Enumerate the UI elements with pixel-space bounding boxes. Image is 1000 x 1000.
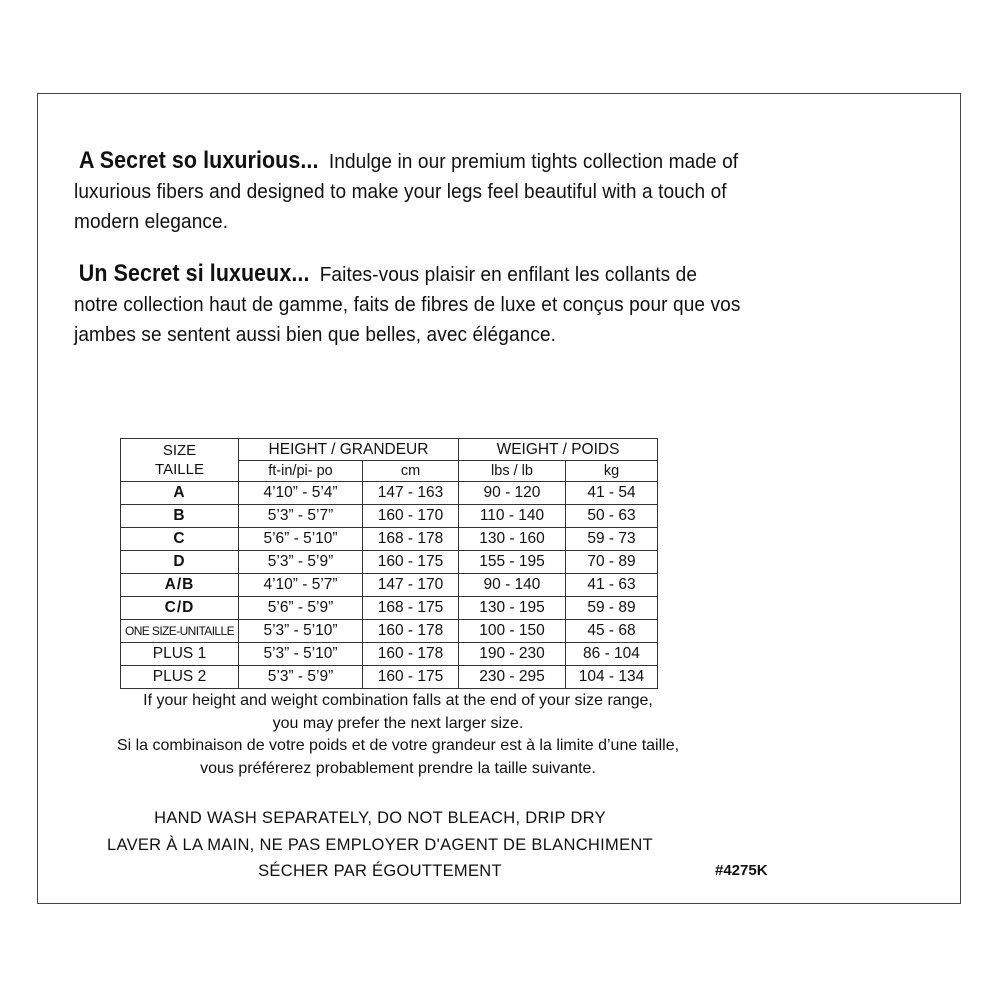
kg-cell: 59 - 73 (566, 528, 658, 551)
kg-cell: 45 - 68 (566, 620, 658, 643)
kg-cell: 41 - 63 (566, 574, 658, 597)
table-row (121, 551, 658, 574)
cm-cell: 160 - 170 (363, 505, 459, 528)
intro-english-body: Indulge in our premium tights collection made of luxurious fibers and designed to make your legs feel beautiful with a touch of modern elegance. (74, 150, 739, 233)
kg-cell: 104 - 134 (566, 666, 658, 689)
ftin-cell: 5’6” - 5’10” (239, 528, 363, 551)
size-header (121, 439, 239, 482)
size-chart (120, 438, 658, 689)
lbs-cell: 100 - 150 (459, 620, 566, 643)
table-row (121, 620, 658, 643)
ftin-cell: 5’3” - 5’10” (239, 620, 363, 643)
kg-cell: 41 - 54 (566, 482, 658, 505)
height-header: HEIGHT / GRANDEUR (239, 439, 459, 461)
ftin-cell: 5’3” - 5’10” (239, 643, 363, 666)
ftin-cell: 5’3” - 5’9” (239, 551, 363, 574)
lbs-cell: 90 - 140 (459, 574, 566, 597)
ftin-cell: 4’10” - 5’4” (239, 482, 363, 505)
cm-cell: 160 - 175 (363, 551, 459, 574)
care-line: SÉCHER PAR ÉGOUTTEMENT (258, 862, 502, 880)
table-row (121, 666, 658, 689)
cm-header: cm (363, 461, 459, 482)
lbs-cell: 155 - 195 (459, 551, 566, 574)
intro-french (74, 259, 744, 350)
kg-cell: 86 - 104 (566, 643, 658, 666)
size-cell: ONE SIZE-UNITAILLE (121, 620, 239, 643)
table-row (121, 482, 658, 505)
size-cell: B (121, 505, 239, 528)
cm-cell: 160 - 178 (363, 643, 459, 666)
cm-cell: 168 - 178 (363, 528, 459, 551)
size-cell: C (121, 528, 239, 551)
size-cell: PLUS 2 (121, 666, 239, 689)
kg-cell: 50 - 63 (566, 505, 658, 528)
table-row (121, 597, 658, 620)
size-cell: C/D (121, 597, 239, 620)
fit-note-line: Si la combinaison de votre poids et de votre grandeur est à la limite d’une taille, (116, 737, 680, 754)
size-cell: D (121, 551, 239, 574)
fit-note-line: If your height and weight combination falls at the end of your size range, (143, 692, 653, 709)
cm-cell: 147 - 170 (363, 574, 459, 597)
intro-french-lead: Un Secret si luxueux... (78, 260, 310, 287)
ftin-cell: 5’6” - 5’9” (239, 597, 363, 620)
weight-header: WEIGHT / POIDS (459, 439, 658, 461)
cm-cell: 168 - 175 (363, 597, 459, 620)
table-row (121, 643, 658, 666)
lbs-cell: 190 - 230 (459, 643, 566, 666)
intro-english (74, 146, 744, 237)
table-row (121, 574, 658, 597)
kg-cell: 59 - 89 (566, 597, 658, 620)
intro-english-lead: A Secret so luxurious... (78, 147, 319, 174)
fit-note-line: vous préférerez probablement prendre la taille suivante. (200, 759, 596, 777)
size-header-en: SIZE (162, 442, 197, 459)
size-cell: PLUS 1 (121, 643, 239, 666)
size-header-fr: TAILLE (155, 461, 204, 478)
ftin-cell: 5’3” - 5’7” (239, 505, 363, 528)
care-line: LAVER À LA MAIN, NE PAS EMPLOYER D'AGENT DE BLANCHIMENT (107, 835, 653, 854)
care-line: HAND WASH SEPARATELY, DO NOT BLEACH, DRIP DRY (154, 809, 606, 827)
intro-french-body: Faites-vous plaisir en enfilant les collants de notre collection haut de gamme, faits de fibres de luxe et conçus pour que vos jambes se sentent aussi bien que belles, avec élégance. (74, 263, 741, 346)
fit-note-line: you may prefer the next larger size. (272, 714, 524, 732)
kg-header: kg (566, 461, 658, 482)
ftin-cell: 4’10” - 5’7” (239, 574, 363, 597)
lbs-cell: 130 - 195 (459, 597, 566, 620)
fit-note (78, 690, 718, 780)
care-instructions (60, 805, 700, 885)
cm-cell: 160 - 178 (363, 620, 459, 643)
lbs-cell: 110 - 140 (459, 505, 566, 528)
lbs-header: lbs / lb (459, 461, 566, 482)
size-cell: A (121, 482, 239, 505)
kg-cell: 70 - 89 (566, 551, 658, 574)
table-row (121, 505, 658, 528)
ftin-header: ft-in/pi- po (239, 461, 363, 482)
lbs-cell: 90 - 120 (459, 482, 566, 505)
cm-cell: 147 - 163 (363, 482, 459, 505)
product-code: #4275K (715, 862, 768, 879)
lbs-cell: 130 - 160 (459, 528, 566, 551)
table-row (121, 528, 658, 551)
lbs-cell: 230 - 295 (459, 666, 566, 689)
ftin-cell: 5’3” - 5’9” (239, 666, 363, 689)
size-cell: A/B (121, 574, 239, 597)
cm-cell: 160 - 175 (363, 666, 459, 689)
